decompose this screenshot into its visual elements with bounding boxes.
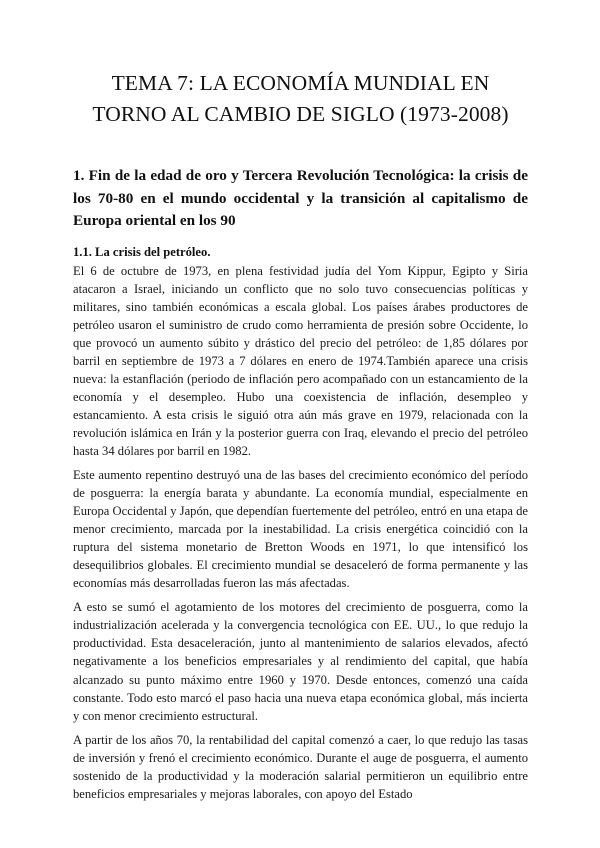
section-heading: 1. Fin de la edad de oro y Tercera Revolución Tecnológica: la crisis de los 70-80 en el mundo occidental y la transición al capitalismo de Europa oriental en los 90 (73, 167, 528, 229)
paragraph: A partir de los años 70, la rentabilidad del capital comenzó a caer, lo que redujo las tasas de inversión y frenó el crecimiento económico. Durante el auge de posguerra, el aumento sostenido de la productividad y la moderación salarial permitieron un equilibrio entre beneficios empresariales y mejoras laborales, con apoyo del Estado (73, 732, 528, 801)
paragraph: Este aumento repentino destruyó una de las bases del crecimiento económico del período de posguerra: la energía barata y abundante. La economía mundial, especialmente en Europa Occidental y Japón, que dependían fuertemente del petróleo, entró en una etapa de menor crecimiento, marcada por la inestabilidad. La crisis energética coincidió con la ruptura del sistema monetario de Bretton Woods en 1971, lo que intensificó los desequilibrios globales. El crecimiento mundial se desaceleró de forma permanente y las economías más desarrolladas fueron las más afectadas. (73, 468, 528, 591)
paragraph: A esto se sumó el agotamiento de los motores del crecimiento de posguerra, como la industrialización acelerada y la convergencia tecnológica con EE. UU., lo que redujo la productividad. Esta desaceleración, junto al mantenimiento de salarios elevados, afectó negativamente a los beneficios empresariales y al rendimiento del capital, que había alcanzado su punto máximo entre 1960 y 1970. Desde entonces, comenzó una caída constante. Todo esto marcó el paso hacia una nueva etapa económica global, más incierta y con menor crecimiento estructural. (73, 600, 528, 723)
paragraph: El 6 de octubre de 1973, en plena festividad judía del Yom Kippur, Egipto y Siria atacaron a Israel, iniciando un conflicto que no solo tuvo consecuencias políticas y militares, sino también económicas a escala global. Los países árabes productores de petróleo usaron el suministro de crudo como herramienta de presión sobre Occidente, lo que provocó un aumento súbito y drástico del precio del petróleo: de 1,85 dólares por barril en septiembre de 1973 a 7 dólares en enero de 1974.También aparece una crisis nueva: la estanflación (periodo de inflación pero acompañado con un estancamiento de la economía y el desempleo. Hubo una coexistencia de inflación, desempleo y estancamiento. A esta crisis le siguió otra aún más grave en 1979, relacionada con la revolución islámica en Irán y la posterior guerra con Iraq, elevando el precio del petróleo hasta 34 dólares por barril en 1982. (73, 263, 528, 458)
title-line: TORNO AL CAMBIO DE SIGLO (1973-2008) (92, 102, 509, 126)
document-title (73, 68, 528, 130)
body-text (73, 262, 528, 803)
title-line: TEMA 7: LA ECONOMÍA MUNDIAL EN (111, 71, 490, 95)
subsection-heading: 1.1. La crisis del petróleo. (73, 244, 211, 259)
